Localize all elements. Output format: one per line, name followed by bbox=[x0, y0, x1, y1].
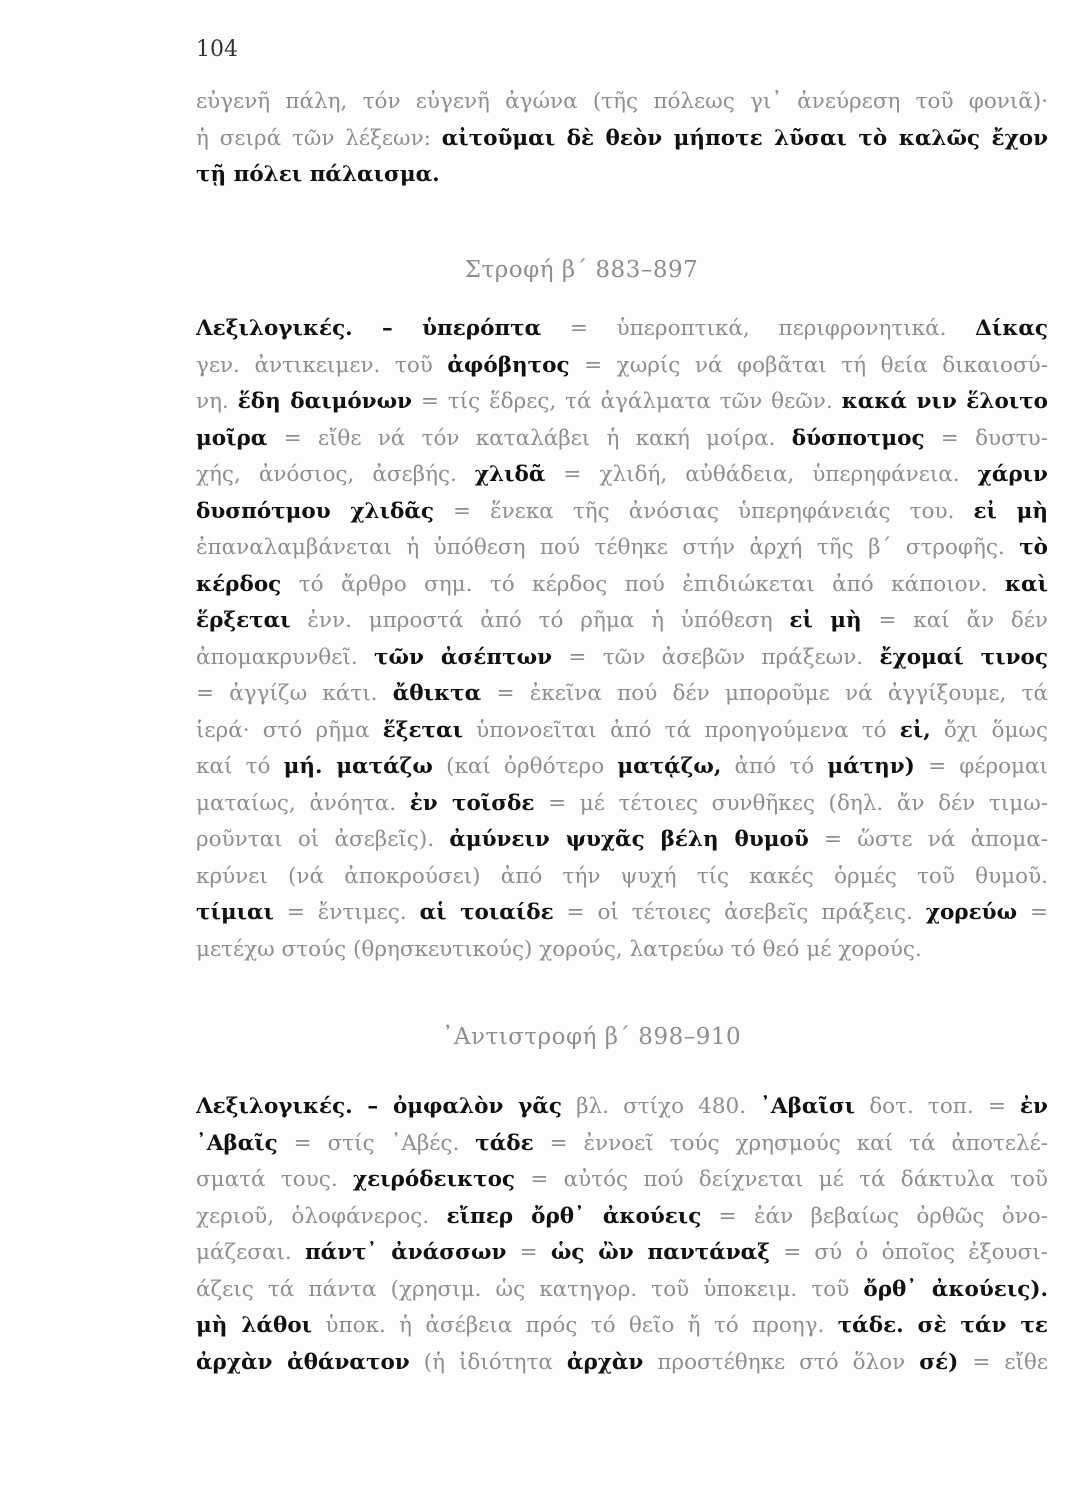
lemma-term: μή. ματάζω bbox=[283, 754, 433, 779]
text-line bbox=[196, 895, 1048, 932]
text-line bbox=[196, 859, 1048, 896]
lemma-term: ᾿Αβαῖς bbox=[196, 1130, 278, 1156]
text-line bbox=[196, 713, 1048, 750]
gloss-text: ἡ σειρά τῶν λέξεων: bbox=[196, 125, 442, 151]
gloss-text: ἀπό τό bbox=[721, 754, 828, 779]
text-line bbox=[196, 567, 1048, 604]
gloss-text: = οἱ τέτοιες ἀσεβεῖς πράξεις. bbox=[553, 900, 926, 925]
lemma-term: αἱ τοιαίδε bbox=[419, 900, 554, 925]
gloss-text: = στίς ᾿Αβές. bbox=[277, 1130, 476, 1156]
lemma-term: καὶ bbox=[1004, 571, 1048, 597]
gloss-text: εὐγενῆ πάλη, τόν εὐγενῆ ἀγώνα (τῆς πόλεως γι᾿ ἀνεύρεση τοῦ φονιᾶ)· bbox=[196, 89, 1048, 114]
lemma-term: μοῖρα bbox=[196, 425, 268, 451]
gloss-text: = δυστυ- bbox=[924, 425, 1048, 451]
lemma-term: ἔχομαί τινος bbox=[879, 644, 1048, 670]
lemma-term: ὄρθ᾿ ἀκούεις). bbox=[863, 1276, 1048, 1302]
lemma-term: μὴ λάθοι bbox=[196, 1313, 313, 1338]
lemma-term: Λεξιλογικές. – ὀμφαλὸν γᾶς bbox=[196, 1094, 562, 1119]
lemma-term: χάριν bbox=[977, 462, 1048, 487]
gloss-text: ἱερά· στό ρῆμα bbox=[196, 717, 383, 743]
lemma-term: κέρδος bbox=[196, 571, 282, 597]
lemma-term: Δίκας bbox=[975, 316, 1048, 341]
gloss-text: τό ἄρθρο σημ. τό κέρδος πού ἐπιδιώκεται ἀπό κάποιον. bbox=[281, 571, 1005, 597]
text-line bbox=[196, 1126, 1048, 1163]
gloss-text: ἐνν. μπροστά ἀπό τό ρῆμα ἡ ὑπόθεση bbox=[290, 608, 790, 633]
gloss-text: = ἐκεῖνα πού δέν μποροῦμε νά ἀγγίξουμε, τά bbox=[481, 681, 1048, 706]
gloss-text: = ἐάν βεβαίως ὀρθῶς ὀνο- bbox=[701, 1203, 1048, 1229]
lemma-term: ἀρχὰν bbox=[566, 1349, 644, 1375]
text-line bbox=[196, 1272, 1048, 1309]
lemma-term: χειρόδεικτος bbox=[352, 1167, 516, 1192]
lemma-term: εἰ μὴ bbox=[789, 608, 862, 633]
gloss-text: = ὑπεροπτικά, περιφρονητικά. bbox=[541, 316, 976, 341]
text-line bbox=[196, 603, 1048, 640]
gloss-text: = τίς ἕδρες, τά ἀγάλματα τῶν θεῶν. bbox=[411, 389, 842, 414]
lemma-term: ἕρξεται bbox=[196, 608, 291, 633]
gloss-text: ὄχι ὅμως bbox=[930, 717, 1048, 743]
text-line bbox=[196, 1308, 1048, 1345]
gloss-text: μάζεσαι. bbox=[196, 1240, 305, 1265]
lemma-term: δυσπότμου χλιδᾶς bbox=[196, 498, 434, 524]
lemma-term: Λεξιλογικές. – ὑπερόπτα bbox=[196, 316, 542, 341]
gloss-text: χής, ἀνόσιος, ἀσεβής. bbox=[196, 462, 475, 487]
gloss-text: ἐπαναλαμβάνεται ἡ ὑπόθεση πού τέθηκε στήν ἀρχή τῆς β´ στροφῆς. bbox=[196, 535, 1020, 560]
text-line bbox=[196, 822, 1048, 859]
gloss-text: νη. bbox=[196, 389, 238, 414]
gloss-text: = ἕνεκα τῆς ἀνόσιας ὑπερηφάνειάς του. bbox=[433, 498, 974, 524]
text-line bbox=[196, 640, 1048, 677]
gloss-text: ὑποκ. ἡ ἀσέβεια πρός τό θεῖο ἤ τό προηγ. bbox=[312, 1313, 838, 1338]
text-line bbox=[196, 1089, 1048, 1126]
intro-paragraph bbox=[196, 84, 1048, 194]
lemma-term: ἀμύνειν ψυχᾶς βέλη θυμοῦ bbox=[449, 827, 809, 852]
lemma-term: ἄθικτα bbox=[392, 681, 482, 706]
gloss-text: (ἡ ἰδιότητα bbox=[409, 1349, 567, 1375]
lemma-term: ἀρχὰν ἀθάνατον bbox=[196, 1349, 410, 1375]
gloss-text: = bbox=[506, 1240, 551, 1265]
gloss-text: = ἔντιμες. bbox=[273, 900, 420, 925]
antistrophe-glossary-paragraph bbox=[196, 1089, 1048, 1381]
gloss-text: χεριοῦ, ὁλοφάνερος. bbox=[196, 1203, 447, 1229]
gloss-text: ἀπομακρυνθεῖ. bbox=[196, 644, 375, 670]
page-number: 104 bbox=[196, 37, 238, 62]
lemma-term: ἕδη δαιμόνων bbox=[237, 389, 412, 414]
gloss-text: βλ. στίχο 480. bbox=[561, 1094, 761, 1119]
text-line bbox=[196, 457, 1048, 494]
lemma-term: ἐν bbox=[1019, 1094, 1048, 1119]
lemma-term: χορεύω bbox=[925, 900, 1018, 925]
lemma-term: εἴπερ ὄρθ᾿ ἀκούεις bbox=[446, 1203, 702, 1229]
gloss-text: = καί ἄν δέν bbox=[861, 608, 1048, 633]
lemma-term: δύσποτμος bbox=[791, 425, 925, 451]
lemma-term: ἀφόβητος bbox=[447, 352, 570, 378]
gloss-text: = εἴθε bbox=[958, 1349, 1048, 1375]
gloss-text: άζεις τά πάντα (χρησιμ. ὡς κατηγορ. τοῦ ὑποκειμ. τοῦ bbox=[196, 1276, 864, 1302]
gloss-text: γεν. ἀντικειμεν. τοῦ bbox=[196, 352, 448, 378]
lemma-term: αἰτοῦμαι δὲ θεὸν μήποτε λῦσαι τὸ καλῶς ἔχον bbox=[441, 125, 1048, 151]
lemma-term: εἰ μὴ bbox=[973, 498, 1048, 524]
text-line bbox=[196, 530, 1048, 567]
text-line bbox=[196, 121, 1048, 158]
text-line bbox=[196, 84, 1048, 121]
gloss-text: σματά τους. bbox=[196, 1167, 353, 1192]
text-line bbox=[196, 1199, 1048, 1236]
lemma-term: τῇ πόλει πάλαισμα. bbox=[196, 162, 440, 187]
text-line bbox=[196, 421, 1048, 458]
lemma-term: ὡς ὢν παντάναξ bbox=[550, 1240, 770, 1265]
text-line bbox=[196, 494, 1048, 531]
gloss-text: κρύνει (νά ἀποκρούσει) ἀπό τήν ψυχή τίς κακές ὁρμές τοῦ θυμοῦ. bbox=[196, 863, 1048, 889]
lemma-term: ᾿Αβαῖσι bbox=[760, 1094, 856, 1119]
text-line bbox=[196, 1162, 1048, 1199]
gloss-text: (καί ὀρθότερο bbox=[432, 754, 618, 779]
text-line bbox=[196, 749, 1048, 786]
gloss-text: = σύ ὁ ὁποῖος ἐξουσι- bbox=[769, 1240, 1048, 1265]
gloss-text: ματαίως, ἀνόητα. bbox=[196, 790, 410, 816]
gloss-text: προστέθηκε στό ὅλον bbox=[643, 1349, 920, 1375]
text-line bbox=[196, 384, 1048, 421]
gloss-text: = ὥστε νά ἀπομα- bbox=[808, 827, 1048, 852]
strophe-glossary-paragraph bbox=[196, 311, 1048, 968]
text-line bbox=[196, 311, 1048, 348]
gloss-text: δοτ. τοπ. = bbox=[855, 1094, 1020, 1119]
lemma-term: τὸ bbox=[1019, 535, 1048, 560]
gloss-text: καί τό bbox=[196, 754, 284, 779]
gloss-text: μετέχω στούς (θρησκευτικούς) χορούς, λατρεύω τό θεό μέ χορούς. bbox=[196, 936, 922, 962]
lemma-term: εἰ, bbox=[899, 717, 931, 743]
lemma-term: χλιδᾶ bbox=[474, 462, 546, 487]
lemma-term: σέ) bbox=[919, 1349, 959, 1375]
gloss-text: ροῦνται οἱ ἀσεβεῖς). bbox=[196, 827, 450, 852]
lemma-term: τάδε bbox=[475, 1130, 534, 1156]
lemma-term: τῶν ἀσέπτων bbox=[374, 644, 552, 670]
lemma-term: τίμιαι bbox=[196, 900, 274, 925]
gloss-text: = χωρίς νά φοβᾶται τή θεία δικαιοσύ- bbox=[569, 352, 1048, 378]
lemma-term: πάντ᾿ ἀνάσσων bbox=[304, 1240, 507, 1265]
lemma-term: ματᾴζω, bbox=[617, 754, 722, 779]
gloss-text: = τῶν ἀσεβῶν πράξεων. bbox=[552, 644, 880, 670]
lemma-term: μάτην) bbox=[827, 754, 915, 779]
section-heading-antistrophe: ᾿Αντιστροφή β´ 898–910 bbox=[441, 1024, 742, 1050]
section-heading-strophe: Στροφή β´ 883–897 bbox=[464, 257, 699, 283]
text-line bbox=[196, 932, 1048, 969]
text-line bbox=[196, 1235, 1048, 1272]
text-line bbox=[196, 157, 1048, 194]
gloss-text: = χλιδή, αὐθάδεια, ὑπερηφάνεια. bbox=[545, 462, 978, 487]
text-line bbox=[196, 348, 1048, 385]
text-line bbox=[196, 676, 1048, 713]
lemma-term: κακά νιν ἕλοιτο bbox=[841, 389, 1048, 414]
lemma-term: τάδε. σὲ τάν τε bbox=[837, 1313, 1048, 1338]
gloss-text: = ἀγγίζω κάτι. bbox=[196, 681, 393, 706]
gloss-text: = αὐτός πού δείχνεται μέ τά δάκτυλα τοῦ bbox=[515, 1167, 1048, 1192]
gloss-text: = bbox=[1017, 900, 1048, 925]
gloss-text: = ἐννοεῖ τούς χρησμούς καί τά ἀποτελέ- bbox=[533, 1130, 1048, 1156]
text-line bbox=[196, 1345, 1048, 1382]
gloss-text: = εἴθε νά τόν καταλάβει ἡ κακή μοίρα. bbox=[267, 425, 792, 451]
text-line bbox=[196, 786, 1048, 823]
lemma-term: ἕξεται bbox=[382, 717, 463, 743]
gloss-text: ὑπονοεῖται ἀπό τά προηγούμενα τό bbox=[462, 717, 900, 743]
gloss-text: = φέρομαι bbox=[914, 754, 1048, 779]
lemma-term: ἐν τοῖσδε bbox=[409, 790, 535, 816]
gloss-text: = μέ τέτοιες συνθῆκες (δηλ. ἄν δέν τιμω- bbox=[534, 790, 1048, 816]
